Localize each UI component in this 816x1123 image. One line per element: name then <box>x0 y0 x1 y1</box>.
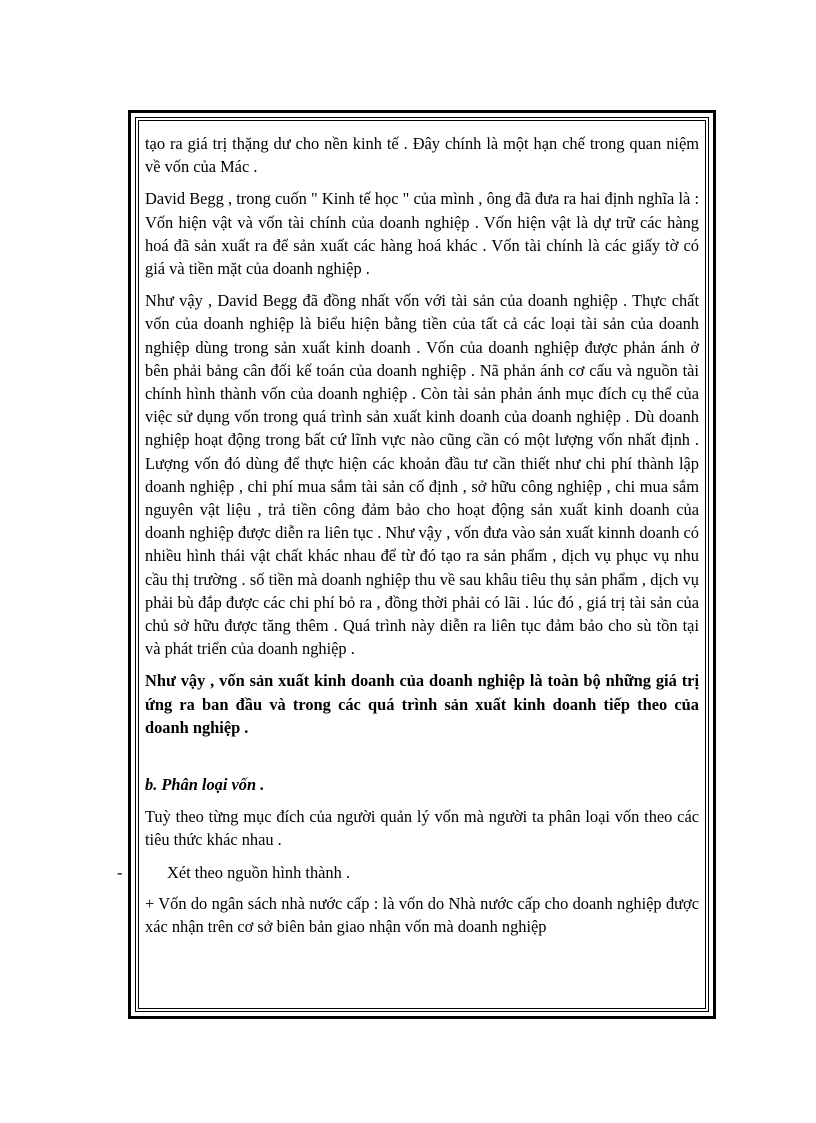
page-border-frame <box>117 110 716 1019</box>
paragraph-2: David Begg , trong cuốn " Kinh tế học " của mình , ông đã đưa ra hai định nghĩa là : Vốn hiện vật và vốn tài chính của doanh nghiệp . Vốn hiện vật là dự trữ các hàng hoá đã sản xuất ra để sản xuất các hàng hoá khác . Vốn tài chính là các giấy tờ có giá và tiền mặt của doanh nghiệp . <box>145 189 699 279</box>
paragraph-4-bold: vốn sản xuất kinh doanh của doanh nghiệp là toàn bộ những giá trị ứng ra ban đầu và trong các quá trình sản xuất kinh doanh tiếp theo của doanh nghiệp . <box>145 671 699 737</box>
page-content <box>117 120 706 1009</box>
paragraph-3: Như vậy , David Begg đã đồng nhất vốn với tài sản của doanh nghiệp . Thực chất vốn của doanh nghiệp là biểu hiện bằng tiền của tất cả các loại tài sản của doanh nghiệp dùng trong sản xuất kinh doanh . Vốn của doanh nghiệp được phản ánh ở bên phải bảng cân đối kế toán của doanh nghiệp . Nã phản ánh cơ cấu và nguồn tài chính hình thành vốn của doanh nghiệp . Còn tài sản phản ánh mục đích cụ thể của việc sử dụng vốn trong quá trình sản xuất kinh doanh của doanh nghiệp . Dù doanh nghiệp hoạt động trong bất cứ lĩnh vực nào cũng cần có một lượng vốn nhất định . Lượng vốn đó dùng để thực hiện các khoản đầu tư cần thiết như chi phí thành lập doanh nghiệp , chi phí mua sắm tài sản cố định , sở hữu công nghiệp , chi mua sắm nguyên vật liệu , trả tiền công đảm bảo cho hoạt động sản xuất kinh doanh của doanh nghiệp được diễn ra liên tục . Như vậy , vốn đưa vào sản xuất kinnh doanh có nhiều hình thái vật chất khác nhau để từ đó tạo ra sản phẩm , dịch vụ phục vụ nhu cầu thị trường . số tiền mà doanh nghiệp thu về sau khâu tiêu thụ sản phẩm , dịch vụ phải bù đắp được các chi phí bỏ ra , đồng thời phải có lãi . lúc đó , giá trị tài sản của chủ sở hữu được tăng thêm . Quá trình này diễn ra liên tục đảm bảo cho sù tồn tại và phát triển của doanh nghiệp . <box>145 291 699 659</box>
bullet-text: Xét theo nguồn hình thành . <box>167 862 351 882</box>
page-border-inner <box>117 117 709 1012</box>
paragraph-4 <box>145 669 699 739</box>
bullet-item <box>117 861 699 884</box>
paragraph-1: tạo ra giá trị thặng dư cho nền kinh tế . Đây chính là một hạn chế trong quan niệm về vốn của Mác . <box>145 134 699 177</box>
bullet-dash: - <box>117 862 123 882</box>
section-heading: b. Phân loại vốn . <box>145 775 265 795</box>
paragraph-4-intro: Như vậy , <box>145 671 220 691</box>
list-item-1: + Vốn do ngân sách nhà nước cấp : là vốn do Nhà nước cấp cho doanh nghiệp được xác nhận trên cơ sở biên bản giao nhận vốn mà doanh nghiệp <box>145 893 699 937</box>
section-intro: Tuỳ theo từng mục đích của người quản lý vốn mà người ta phân loại vốn theo các tiêu thức khác nhau . <box>145 807 699 850</box>
